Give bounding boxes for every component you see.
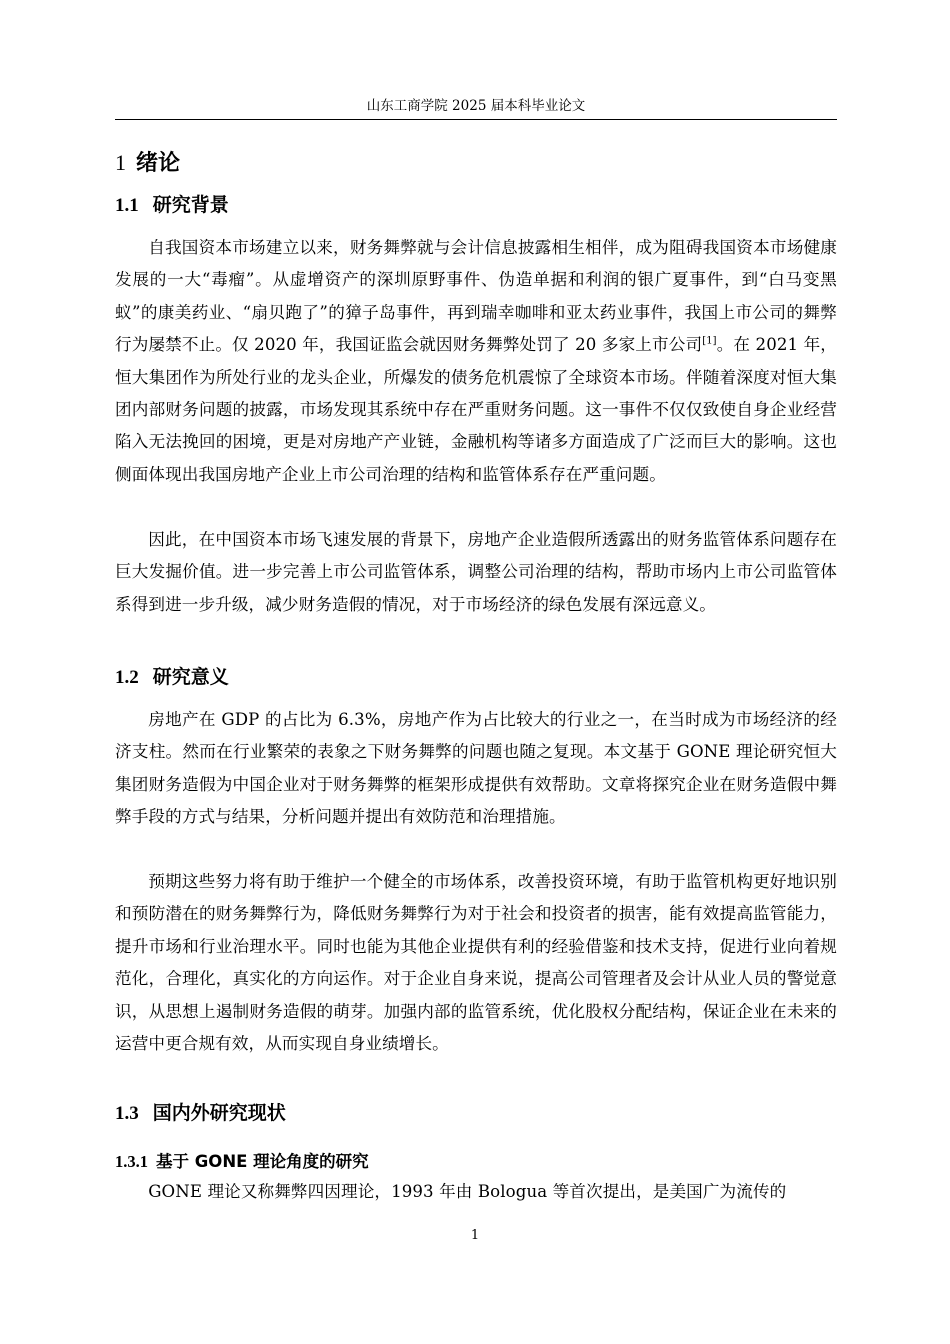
paragraph-gone-theory: GONE 理论又称舞弊四因理论，1993 年由 Bologua 等首次提出，是美国广为流传的 <box>148 1182 787 1201</box>
citation-ref: [1] <box>702 335 717 347</box>
paragraph-significance-2: 预期这些努力将有助于维护一个健全的市场体系，改善投资环境，有助于监管机构更好地识别和预防潜在的财务舞弊行为，降低财务舞弊行为对于社会和投资者的损害，能有效提高监管能力，提升市场和行业治理水平。同时也能为其他企业提供有利的经验借鉴和技术支持，促进行业向着规范化，合理化，真实化的方向运作。对于企业自身来说，提高公司管理者及会计从业人员的警觉意识，从思想上遏制财务造假的萌芽。加强内部的监管系统，优化股权分配结构，保证企业在未来的运营中更合规有效，从而实现自身业绩增长。 <box>115 872 837 1054</box>
section-heading-1-3 <box>115 1098 286 1125</box>
section-title: 研究意义 <box>152 666 229 688</box>
chapter-number: 1 <box>115 150 126 175</box>
section-heading-1-1 <box>115 190 229 217</box>
section-number: 1.1 <box>115 195 139 216</box>
paragraph-background-2: 因此，在中国资本市场飞速发展的背景下，房地产企业造假所透露出的财务监管体系问题存在巨大发掘价值。进一步完善上市公司监管体系，调整公司治理的结构，帮助市场内上市公司监管体系得到进一步升级，减少财务造假的情况，对于市场经济的绿色发展有深远意义。 <box>115 530 837 614</box>
page-number: 1 <box>470 1228 480 1243</box>
section-number: 1.3 <box>115 1103 139 1124</box>
header-rule <box>115 119 837 120</box>
section-number: 1.2 <box>115 667 139 688</box>
paragraph-significance-1: 房地产在 GDP 的占比为 6.3%，房地产作为占比较大的行业之一，在当时成为市场经济的经济支柱。然而在行业繁荣的表象之下财务舞弊的问题也随之复现。本文基于 GONE 理论研究恒大集团财务造假为中国企业对于财务舞弊的框架形成提供有效帮助。文章将探究企业在财务造假中舞弊手段的方式与结果，分析问题并提出有效防范和治理措施。 <box>115 710 837 827</box>
subsection-heading-1-3-1 <box>115 1148 369 1172</box>
chapter-heading <box>115 146 180 177</box>
subsection-number: 1.3.1 <box>115 1152 148 1171</box>
subsection-title: 基于 GONE 理论角度的研究 <box>156 1152 369 1171</box>
paragraph-text: 自我国资本市场建立以来，财务舞弊就与会计信息披露相生相伴，成为阻碍我国资本市场健康发展的一大“毒瘤”。从虚增资产的深圳原野事件、伪造单据和利润的银广夏事件，到“白马变黑蚁”的康美药业、“扇贝跑了”的獐子岛事件，再到瑞幸咖啡和亚太药业事件，我国上市公司的舞弊行为屡禁不止。仅 2020 年，我国证监会就因财务舞弊处罚了 20 多家上市公司 <box>115 238 837 355</box>
section-heading-1-2 <box>115 662 229 689</box>
section-title: 国内外研究现状 <box>152 1102 286 1124</box>
running-header: 山东工商学院 2025 届本科毕业论文 <box>366 98 586 114</box>
section-title: 研究背景 <box>152 194 229 216</box>
paragraph-text-cont: 。在 2021 年，恒大集团作为所处行业的龙头企业，所爆发的债务危机震惊了全球资本市场。伴随着深度对恒大集团内部财务问题的披露，市场发现其系统中存在严重财务问题。这一事件不仅仅致使自身企业经营陷入无法挽回的困境，更是对房地产产业链，金融机构等诸多方面造成了广泛而巨大的影响。这也侧面体现出我国房地产企业上市公司治理的结构和监管体系存在严重问题。 <box>115 335 837 484</box>
paragraph-background-1 <box>115 232 837 491</box>
chapter-title: 绪论 <box>136 151 181 176</box>
